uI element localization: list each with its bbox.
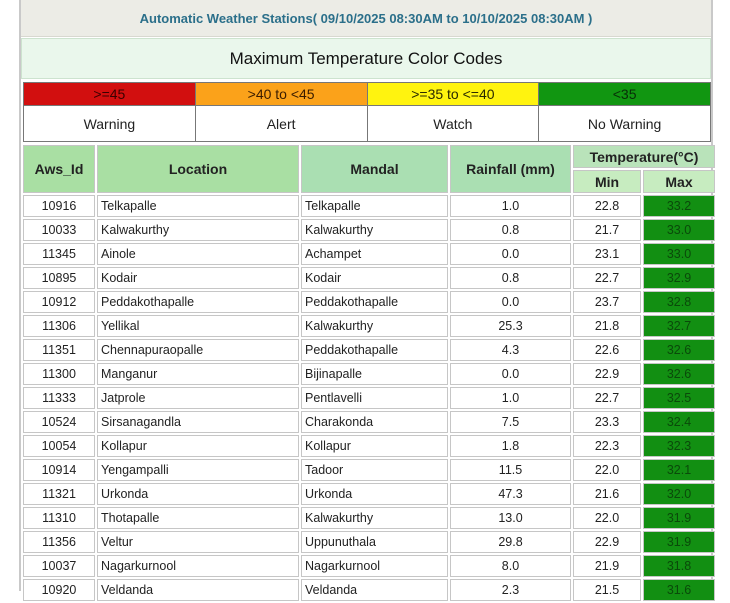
table-row	[23, 411, 715, 433]
cell-aws-id: 11351	[23, 339, 95, 361]
cell-aws-id: 11310	[23, 507, 95, 529]
cell-aws-id: 11306	[23, 315, 95, 337]
header-aws-id: Aws_Id	[23, 145, 95, 193]
cell-max-temp: 32.6	[643, 363, 715, 385]
cell-max-temp: 32.0	[643, 483, 715, 505]
table-row	[23, 195, 715, 217]
cell-location: Yengampalli	[97, 459, 299, 481]
cell-location: Peddakothapalle	[97, 291, 299, 313]
color-code-legend	[23, 82, 711, 142]
cell-min-temp: 22.0	[573, 507, 641, 529]
cell-min-temp: 21.7	[573, 219, 641, 241]
table-row	[23, 507, 715, 529]
header-mandal: Mandal	[301, 145, 448, 193]
legend-label-watch: Watch	[367, 106, 539, 142]
cell-max-temp: 32.9	[643, 267, 715, 289]
cell-min-temp: 22.6	[573, 339, 641, 361]
cell-rainfall: 0.8	[450, 267, 571, 289]
cell-rainfall: 11.5	[450, 459, 571, 481]
table-row	[23, 291, 715, 313]
cell-rainfall: 13.0	[450, 507, 571, 529]
cell-min-temp: 21.9	[573, 555, 641, 577]
cell-location: Urkonda	[97, 483, 299, 505]
cell-aws-id: 10054	[23, 435, 95, 457]
weather-data-table	[21, 143, 717, 603]
cell-mandal: Telkapalle	[301, 195, 448, 217]
cell-location: Telkapalle	[97, 195, 299, 217]
cell-mandal: Kalwakurthy	[301, 219, 448, 241]
table-row	[23, 555, 715, 577]
table-row	[23, 219, 715, 241]
cell-aws-id: 11333	[23, 387, 95, 409]
legend-title: Maximum Temperature Color Codes	[21, 38, 711, 79]
cell-min-temp: 22.0	[573, 459, 641, 481]
cell-aws-id: 10037	[23, 555, 95, 577]
cell-aws-id: 10916	[23, 195, 95, 217]
cell-location: Thotapalle	[97, 507, 299, 529]
table-row	[23, 459, 715, 481]
cell-max-temp: 32.6	[643, 339, 715, 361]
table-body	[23, 195, 715, 601]
cell-location: Sirsanagandla	[97, 411, 299, 433]
cell-min-temp: 21.6	[573, 483, 641, 505]
legend-range-no-warning: <35	[539, 83, 711, 106]
cell-mandal: Tadoor	[301, 459, 448, 481]
cell-aws-id: 10895	[23, 267, 95, 289]
cell-rainfall: 47.3	[450, 483, 571, 505]
cell-min-temp: 21.5	[573, 579, 641, 601]
table-row	[23, 267, 715, 289]
cell-mandal: Kodair	[301, 267, 448, 289]
table-row	[23, 435, 715, 457]
cell-mandal: Uppunuthala	[301, 531, 448, 553]
cell-max-temp: 32.7	[643, 315, 715, 337]
table-row	[23, 531, 715, 553]
cell-location: Chennapuraopalle	[97, 339, 299, 361]
cell-mandal: Peddakothapalle	[301, 339, 448, 361]
cell-min-temp: 22.9	[573, 531, 641, 553]
cell-rainfall: 1.0	[450, 387, 571, 409]
table-row	[23, 483, 715, 505]
cell-max-temp: 32.5	[643, 387, 715, 409]
legend-range-alert: >40 to <45	[195, 83, 367, 106]
cell-mandal: Urkonda	[301, 483, 448, 505]
cell-min-temp: 23.1	[573, 243, 641, 265]
cell-mandal: Kalwakurthy	[301, 315, 448, 337]
cell-mandal: Veldanda	[301, 579, 448, 601]
report-title: Automatic Weather Stations( 09/10/2025 08:30AM to 10/10/2025 08:30AM )	[21, 0, 711, 37]
cell-aws-id: 10912	[23, 291, 95, 313]
cell-rainfall: 1.8	[450, 435, 571, 457]
cell-min-temp: 22.9	[573, 363, 641, 385]
cell-aws-id: 10920	[23, 579, 95, 601]
cell-max-temp: 31.9	[643, 531, 715, 553]
cell-max-temp: 31.8	[643, 555, 715, 577]
report-frame	[19, 0, 713, 597]
header-min: Min	[573, 170, 641, 193]
cell-min-temp: 21.8	[573, 315, 641, 337]
cell-location: Veldanda	[97, 579, 299, 601]
cell-location: Manganur	[97, 363, 299, 385]
legend-label-no-warning: No Warning	[539, 106, 711, 142]
cell-min-temp: 22.3	[573, 435, 641, 457]
cell-rainfall: 7.5	[450, 411, 571, 433]
cell-aws-id: 11321	[23, 483, 95, 505]
cell-location: Yellikal	[97, 315, 299, 337]
cell-min-temp: 22.8	[573, 195, 641, 217]
cell-rainfall: 4.3	[450, 339, 571, 361]
table-row	[23, 387, 715, 409]
cell-location: Veltur	[97, 531, 299, 553]
cell-max-temp: 32.8	[643, 291, 715, 313]
cell-max-temp: 32.4	[643, 411, 715, 433]
cell-mandal: Achampet	[301, 243, 448, 265]
table-row	[23, 339, 715, 361]
table-row	[23, 315, 715, 337]
cell-rainfall: 1.0	[450, 195, 571, 217]
cell-location: Kalwakurthy	[97, 219, 299, 241]
cell-max-temp: 33.2	[643, 195, 715, 217]
cell-aws-id: 10524	[23, 411, 95, 433]
cell-rainfall: 0.0	[450, 363, 571, 385]
cell-mandal: Kalwakurthy	[301, 507, 448, 529]
cell-rainfall: 2.3	[450, 579, 571, 601]
cell-min-temp: 22.7	[573, 267, 641, 289]
table-row	[23, 243, 715, 265]
cell-min-temp: 23.3	[573, 411, 641, 433]
cell-max-temp: 33.0	[643, 219, 715, 241]
legend-label-warning: Warning	[24, 106, 196, 142]
cell-mandal: Kollapur	[301, 435, 448, 457]
cell-rainfall: 0.8	[450, 219, 571, 241]
legend-range-watch: >=35 to <=40	[367, 83, 539, 106]
cell-rainfall: 0.0	[450, 291, 571, 313]
cell-mandal: Peddakothapalle	[301, 291, 448, 313]
cell-location: Kodair	[97, 267, 299, 289]
table-row	[23, 579, 715, 601]
cell-rainfall: 29.8	[450, 531, 571, 553]
cell-location: Nagarkurnool	[97, 555, 299, 577]
cell-rainfall: 8.0	[450, 555, 571, 577]
cell-min-temp: 22.7	[573, 387, 641, 409]
cell-location: Kollapur	[97, 435, 299, 457]
cell-max-temp: 31.6	[643, 579, 715, 601]
cell-aws-id: 11345	[23, 243, 95, 265]
cell-rainfall: 25.3	[450, 315, 571, 337]
cell-rainfall: 0.0	[450, 243, 571, 265]
cell-max-temp: 32.3	[643, 435, 715, 457]
cell-min-temp: 23.7	[573, 291, 641, 313]
cell-mandal: Bijinapalle	[301, 363, 448, 385]
cell-aws-id: 11300	[23, 363, 95, 385]
cell-mandal: Nagarkurnool	[301, 555, 448, 577]
cell-location: Jatprole	[97, 387, 299, 409]
header-temperature: Temperature(°C)	[573, 145, 715, 168]
cell-location: Ainole	[97, 243, 299, 265]
cell-mandal: Pentlavelli	[301, 387, 448, 409]
cell-aws-id: 10914	[23, 459, 95, 481]
legend-label-alert: Alert	[195, 106, 367, 142]
cell-mandal: Charakonda	[301, 411, 448, 433]
header-max: Max	[643, 170, 715, 193]
cell-max-temp: 31.9	[643, 507, 715, 529]
cell-max-temp: 33.0	[643, 243, 715, 265]
cell-aws-id: 10033	[23, 219, 95, 241]
header-location: Location	[97, 145, 299, 193]
legend-range-warning: >=45	[24, 83, 196, 106]
header-rainfall: Rainfall (mm)	[450, 145, 571, 193]
cell-aws-id: 11356	[23, 531, 95, 553]
cell-max-temp: 32.1	[643, 459, 715, 481]
table-row	[23, 363, 715, 385]
